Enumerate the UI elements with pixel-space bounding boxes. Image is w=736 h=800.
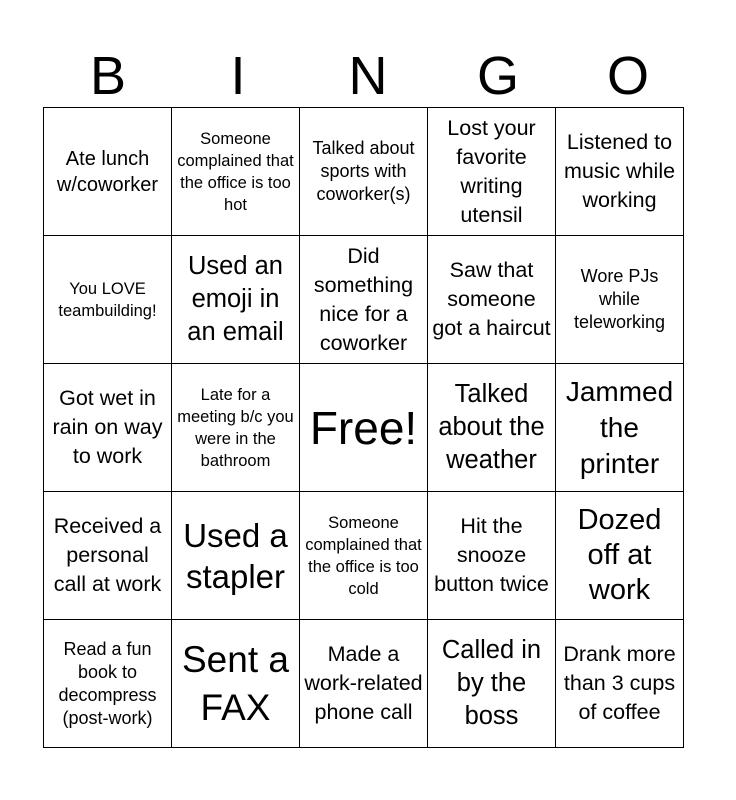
board-row — [44, 492, 684, 620]
bingo-cell[interactable] — [428, 492, 556, 620]
cell-text: Listened to music while working — [563, 130, 676, 212]
bingo-cell[interactable] — [428, 108, 556, 236]
bingo-cell[interactable] — [556, 492, 684, 620]
bingo-cell[interactable] — [44, 108, 172, 236]
board-row — [44, 108, 684, 236]
header-letter-o: O — [606, 46, 649, 106]
bingo-cell[interactable] — [172, 108, 300, 236]
bingo-cell[interactable] — [556, 364, 684, 492]
bingo-cell[interactable] — [172, 492, 300, 620]
bingo-cell[interactable] — [556, 620, 684, 748]
cell-text: You LOVE teambuilding! — [58, 279, 157, 320]
bingo-cell[interactable] — [300, 236, 428, 364]
cell-text: Did something nice for a coworker — [313, 243, 414, 355]
cell-text: Someone complained that the office is too cold — [305, 513, 422, 598]
board-row — [44, 236, 684, 364]
cell-text: Talked about the weather — [438, 380, 545, 474]
bingo-cell[interactable] — [428, 620, 556, 748]
bingo-cell[interactable] — [172, 364, 300, 492]
cell-text: Hit the snooze button twice — [434, 514, 549, 596]
header-letter-b: B — [89, 46, 127, 106]
cell-text: Read a fun book to decompress (post-work) — [58, 638, 157, 728]
cell-text: Made a work-related phone call — [304, 642, 423, 724]
bingo-board — [43, 107, 684, 748]
bingo-cell[interactable] — [300, 620, 428, 748]
cell-text: Used an emoji in an email — [187, 252, 284, 346]
bingo-header — [43, 42, 693, 108]
bingo-cell[interactable] — [44, 364, 172, 492]
cell-text: Called in by the boss — [441, 636, 542, 730]
header-letter-i: I — [230, 46, 246, 106]
free-space-text: Free! — [309, 401, 418, 454]
bingo-cell[interactable] — [172, 236, 300, 364]
header-letter-g: G — [476, 46, 519, 106]
cell-text: Late for a meeting b/c you were in the bathroom — [177, 385, 294, 470]
cell-text: Received a personal call at work — [53, 514, 162, 596]
cell-text: Sent a FAX — [182, 638, 289, 728]
header-letter-n: N — [348, 46, 388, 106]
bingo-cell[interactable] — [556, 236, 684, 364]
bingo-cell[interactable] — [428, 364, 556, 492]
cell-text: Drank more than 3 cups of coffee — [563, 642, 676, 724]
bingo-cell[interactable] — [44, 492, 172, 620]
cell-text: Someone complained that the office is too hot — [177, 129, 294, 214]
cell-text: Talked about sports with coworker(s) — [312, 138, 415, 204]
cell-text: Wore PJs while teleworking — [573, 266, 666, 332]
bingo-cell[interactable] — [556, 108, 684, 236]
bingo-cell[interactable] — [300, 492, 428, 620]
cell-text: Jammed the printer — [565, 375, 674, 479]
cell-text: Lost your favorite writing utensil — [447, 115, 536, 227]
board-row — [44, 620, 684, 748]
cell-text: Used a stapler — [183, 516, 288, 595]
bingo-cell[interactable] — [44, 620, 172, 748]
board-row — [44, 364, 684, 492]
bingo-cell[interactable] — [172, 620, 300, 748]
bingo-cell[interactable] — [428, 236, 556, 364]
free-space-cell[interactable] — [300, 364, 428, 492]
cell-text: Ate lunch w/coworker — [56, 147, 159, 196]
cell-text: Saw that someone got a haircut — [432, 258, 551, 340]
cell-text: Dozed off at work — [577, 504, 662, 606]
cell-text: Got wet in rain on way to work — [52, 386, 163, 468]
bingo-cell[interactable] — [44, 236, 172, 364]
bingo-cell[interactable] — [300, 108, 428, 236]
